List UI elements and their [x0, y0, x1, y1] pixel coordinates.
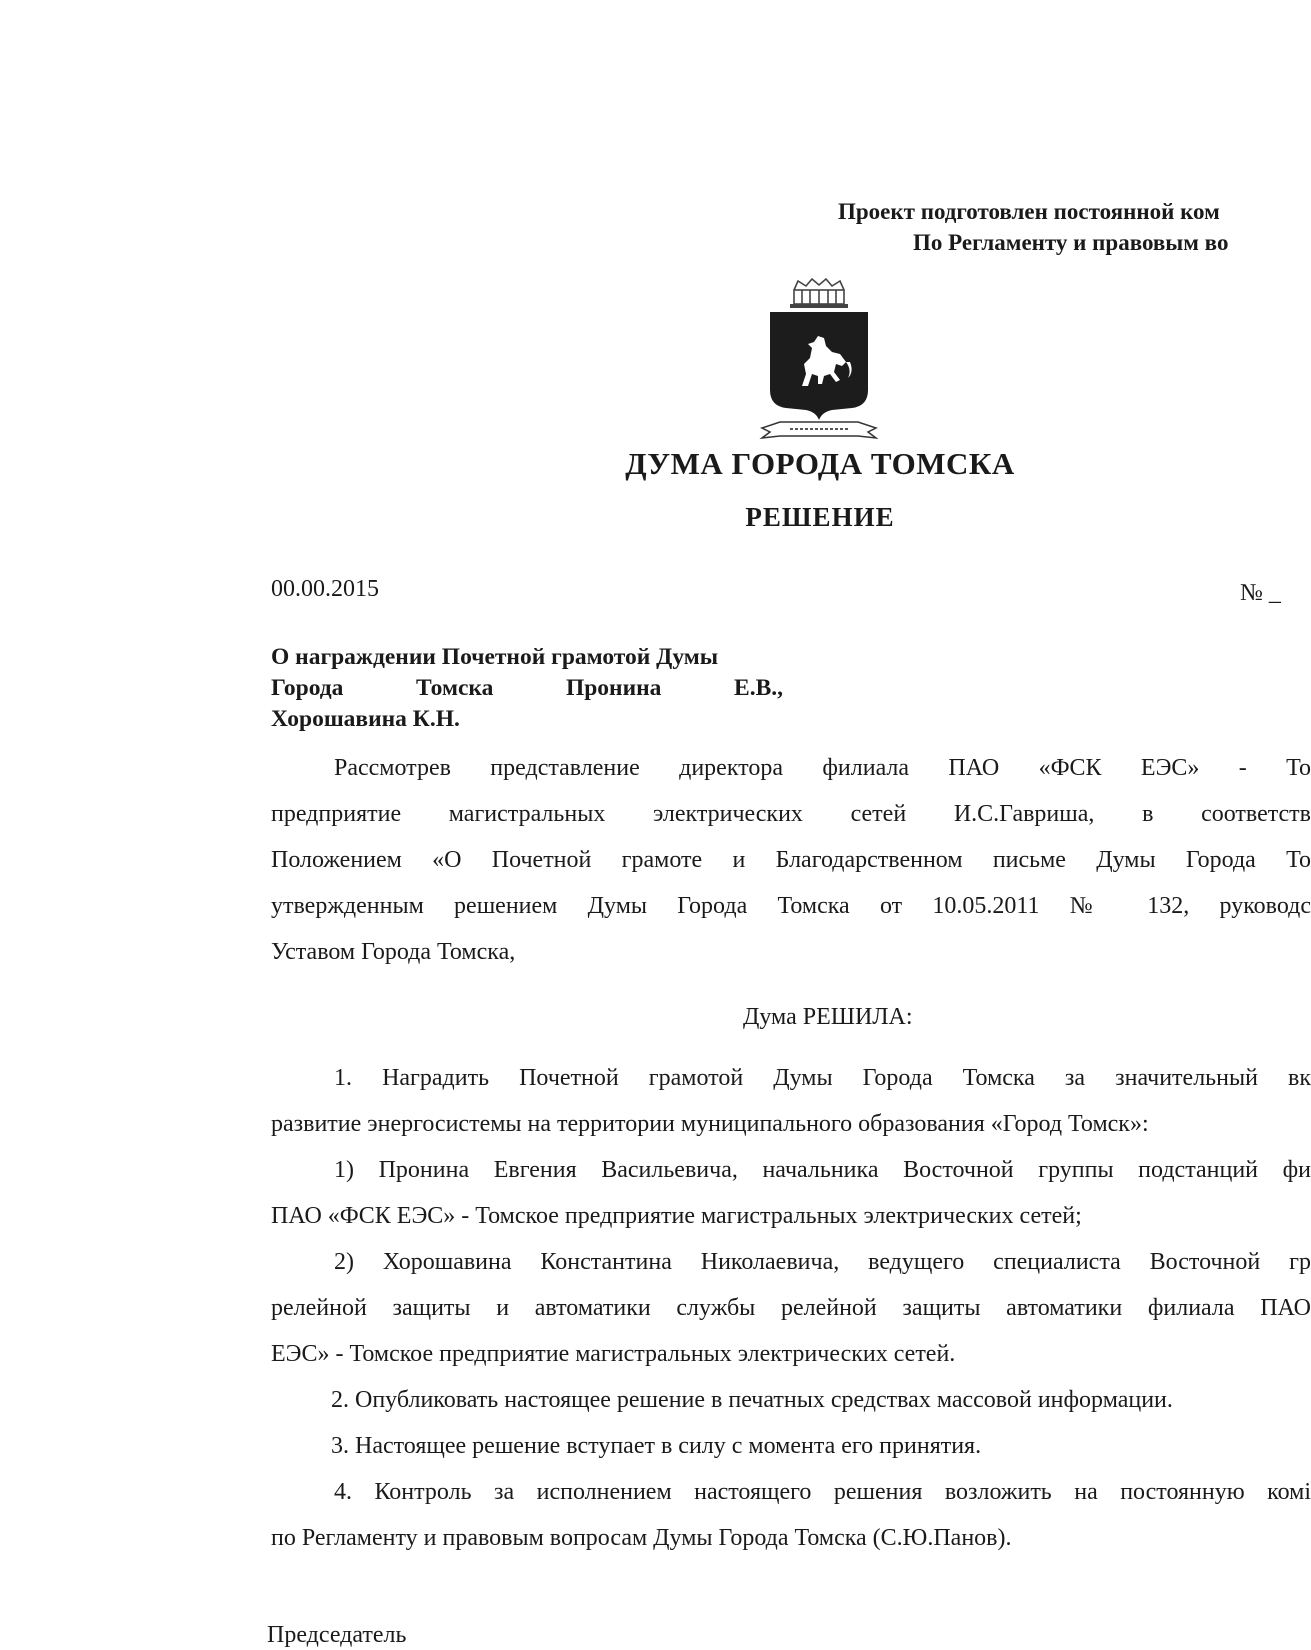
decision-line: релейной защиты и автоматики службы релейной защиты автоматики филиала ПАО	[271, 1295, 1311, 1321]
subject-line-3: Хорошавина К.Н.	[271, 706, 460, 732]
prepared-by-line-2: По Регламенту и правовым во	[913, 230, 1229, 255]
preamble-line: Уставом Города Томска,	[271, 939, 516, 965]
signature-title: Председатель	[267, 1622, 407, 1648]
subject-word: Города	[271, 675, 344, 701]
subject-line-1: О награждении Почетной грамотой Думы	[271, 644, 719, 670]
decision-line: ПАО «ФСК ЕЭС» - Томское предприятие магистральных электрических сетей;	[271, 1203, 1082, 1229]
decision-line: развитие энергосистемы на территории муниципального образования «Город Томск»:	[271, 1111, 1149, 1137]
document-date: 00.00.2015	[271, 576, 379, 602]
subject-line-2	[271, 673, 783, 704]
prepared-by-line-1: Проект подготовлен постоянной ком	[838, 199, 1220, 224]
preamble-line: предприятие магистральных электрических сетей И.С.Гавриша, в соответств	[271, 801, 1311, 827]
document-number: № _	[1240, 580, 1281, 606]
tomsk-coat-of-arms-icon	[762, 278, 876, 448]
subject-word: Е.В.,	[734, 675, 783, 701]
prepared-by-note	[838, 196, 1275, 258]
subject-word: Пронина	[565, 675, 662, 701]
organization-title: ДУМА ГОРОДА ТОМСКА	[625, 446, 1015, 481]
decision-line: по Регламенту и правовым вопросам Думы Города Томска (С.Ю.Панов).	[271, 1525, 1012, 1551]
document-subject	[271, 642, 783, 735]
decision-line: 1) Пронина Евгения Васильевича, начальника Восточной группы подстанций фи	[334, 1157, 1311, 1183]
decision-line: 3. Настоящее решение вступает в силу с момента его принятия.	[331, 1433, 982, 1459]
preamble-line: Положением «О Почетной грамоте и Благодарственном письме Думы Города То	[271, 847, 1311, 873]
preamble-line: утвержденным решением Думы Города Томска от 10.05.2011 № 132, руководс	[271, 893, 1311, 919]
decision-line: ЕЭС» - Томское предприятие магистральных электрических сетей.	[271, 1341, 956, 1367]
decision-line: 2. Опубликовать настоящее решение в печатных средствах массовой информации.	[331, 1387, 1173, 1413]
resolution-heading: Дума РЕШИЛА:	[743, 1004, 913, 1030]
preamble-line: Рассмотрев представление директора филиала ПАО «ФСК ЕЭС» - То	[334, 755, 1311, 781]
decision-line: 2) Хорошавина Константина Николаевича, ведущего специалиста Восточной гр	[334, 1249, 1311, 1275]
subject-word: Томска	[416, 675, 494, 701]
decision-line: 1. Наградить Почетной грамотой Думы Города Томска за значительный вк	[334, 1065, 1311, 1091]
decision-line: 4. Контроль за исполнением настоящего решения возложить на постоянную комі	[334, 1479, 1311, 1505]
document-type-heading: РЕШЕНИЕ	[745, 502, 895, 532]
